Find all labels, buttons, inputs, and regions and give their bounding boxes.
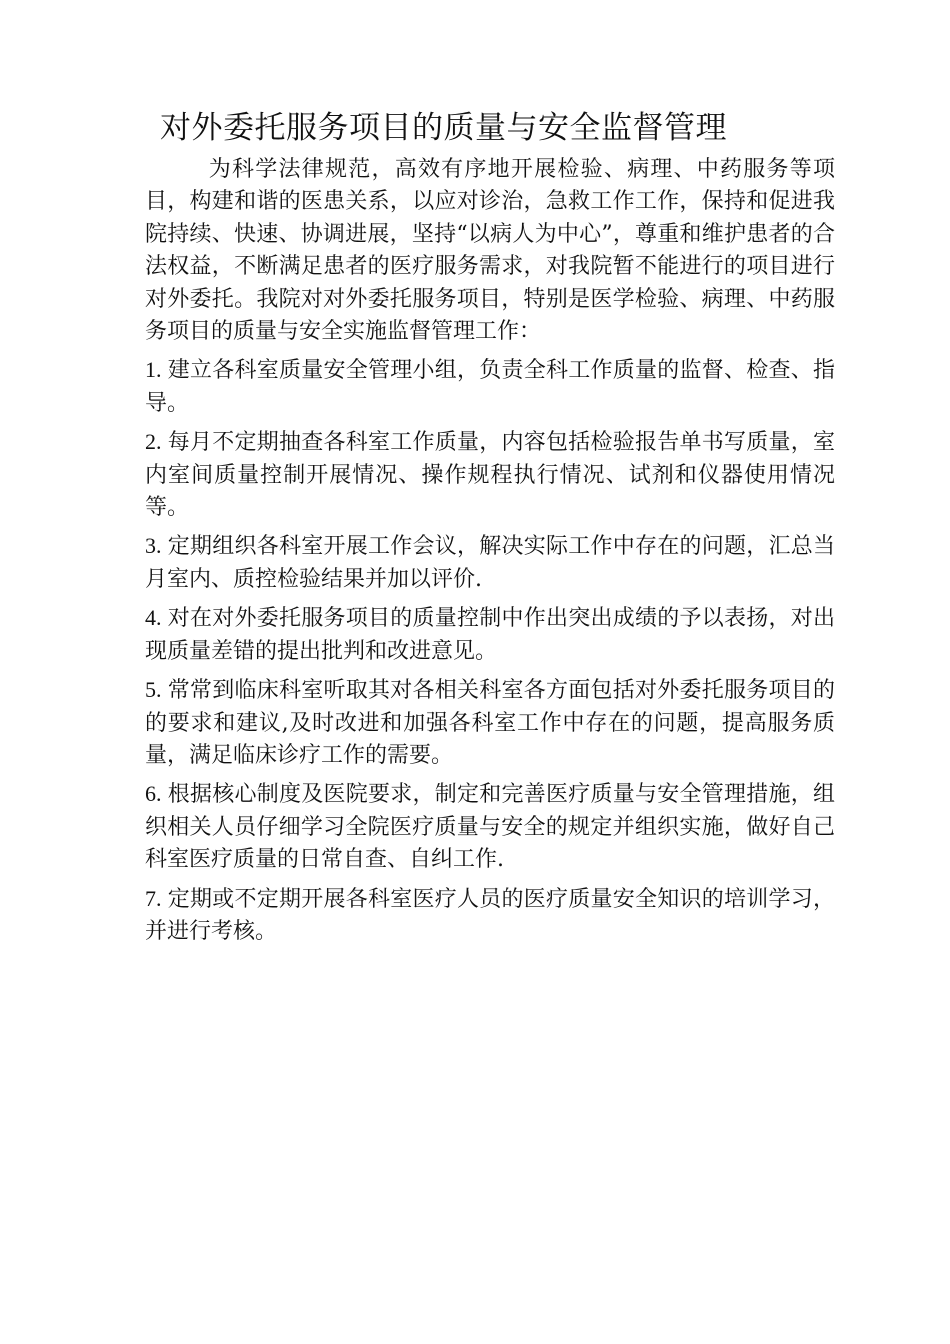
list-item-text: 建立各科室质量安全管理小组，负责全科工作质量的监督、检查、指导。: [145, 358, 835, 416]
list-item-1: [145, 354, 835, 420]
list-item-text: 每月不定期抽查各科室工作质量，内容包括检验报告单书写质量，室内室间质量控制开展情况、操作规程执行情况、试剂和仪器使用情况等。: [145, 430, 835, 521]
document-title: 对外委托服务项目的质量与安全监督管理: [160, 110, 727, 146]
list-item-text: 定期组织各科室开展工作会议，解决实际工作中存在的问题，汇总当月室内、质控检验结果并加以评价.: [145, 534, 835, 592]
list-item-number: 1.: [145, 357, 162, 383]
list-item-number: 7.: [145, 885, 162, 911]
list-item-text: 定期或不定期开展各科室医疗人员的医疗质量安全知识的培训学习，并进行考核。: [145, 886, 835, 944]
list-item-number: 5.: [145, 677, 162, 703]
list-item-number: 3.: [145, 533, 162, 559]
list-item-text: 对在对外委托服务项目的质量控制中作出突出成绩的予以表扬，对出现质量差错的提出批判和改进意见。: [145, 606, 835, 664]
list-item-7: [145, 883, 835, 949]
list-item-number: 6.: [145, 781, 162, 807]
list-item-number: 4.: [145, 605, 162, 631]
list-item-4: [145, 602, 835, 668]
list-item-2: [145, 426, 835, 524]
list-item-text: 根据核心制度及医院要求，制定和完善医疗质量与安全管理措施，组织相关人员仔细学习全院医疗质量与安全的规定并组织实施，做好自己科室医疗质量的日常自查、自纠工作.: [145, 782, 835, 873]
list-item-5: [145, 674, 835, 772]
list-item-text: 常常到临床科室听取其对各相关科室各方面包括对外委托服务项目的的要求和建议,及时改进和加强各科室工作中存在的问题，提高服务质量，满足临床诊疗工作的需要。: [145, 678, 835, 768]
intro-paragraph: 为科学法律规范，高效有序地开展检验、病理、中药服务等项目，构建和谐的医患关系，以应对诊治，急救工作工作，保持和促进我院持续、快速、协调进展，坚持“以病人为中心”，尊重和维护患者的合法权益，不断满足患者的医疗服务需求，对我院暂不能进行的项目进行对外委托。我院对对外委托服务项目，特别是医学检验、病理、中药服务项目的质量与安全实施监督管理工作：: [145, 157, 835, 345]
list-item-3: [145, 530, 835, 596]
list-item-number: 2.: [145, 429, 162, 455]
list-item-6: [145, 778, 835, 876]
document-body: [145, 154, 835, 954]
